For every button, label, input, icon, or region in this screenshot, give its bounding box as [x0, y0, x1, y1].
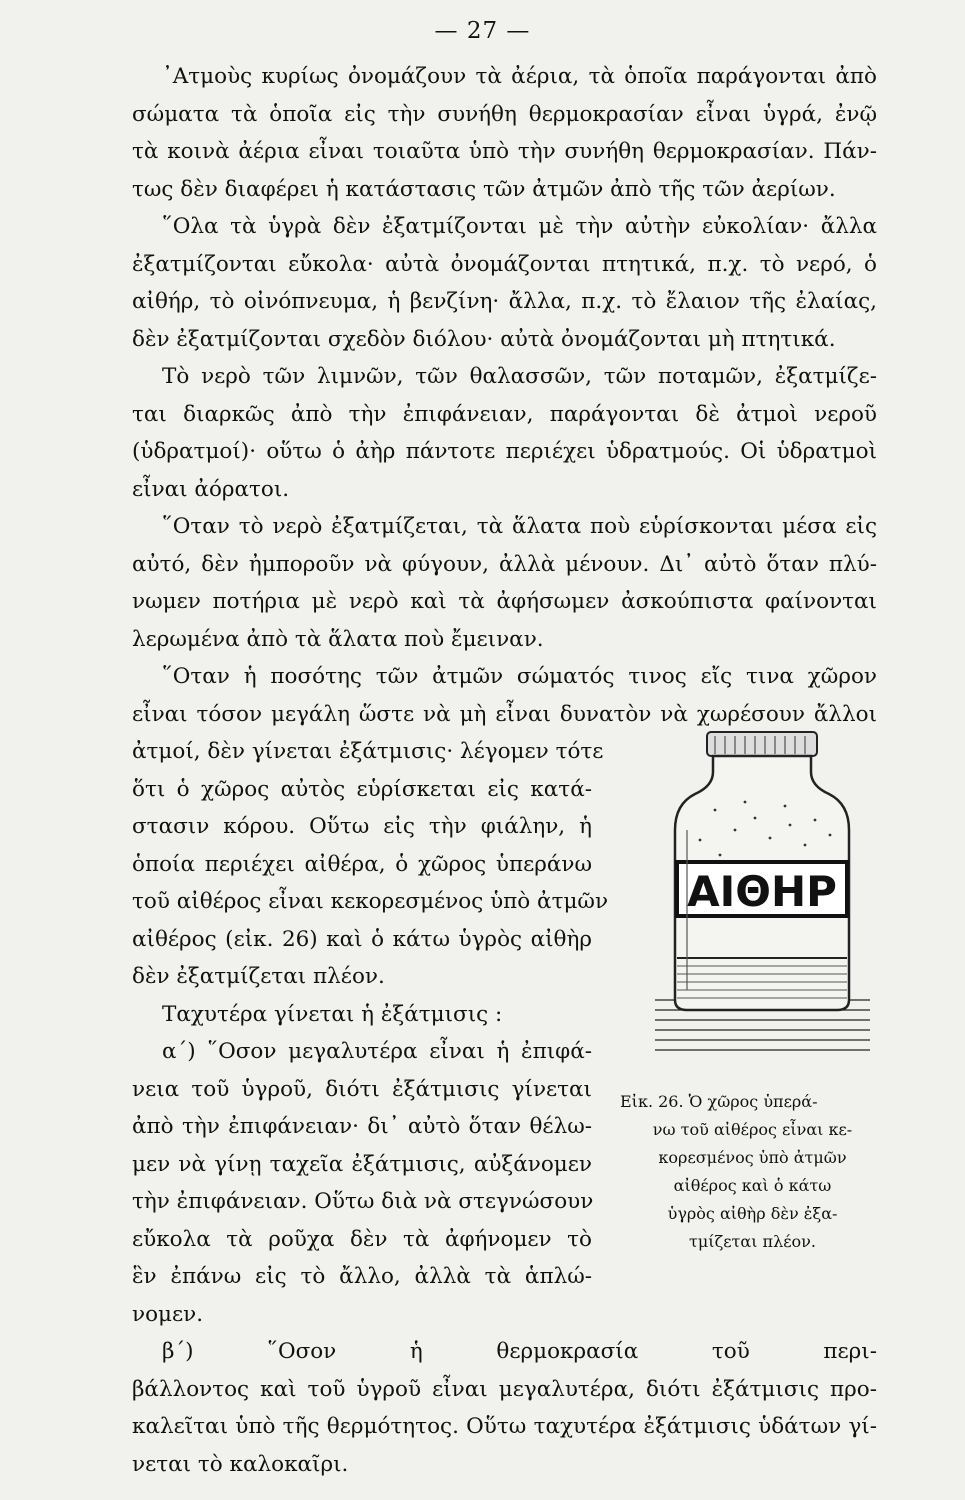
text-line: ἀπὸ τὴν ἐπιφάνειαν· δι᾿ αὐτὸ ὅταν θέλω-: [132, 1114, 592, 1139]
text-line: ἓν ἐπάνω εἰς τὸ ἄλλο, ἀλλὰ τὰ ἁπλώ-: [132, 1264, 592, 1289]
text-line: α΄) ῞Οσον μεγαλυτέρα εἶναι ἡ ἐπιφά-: [162, 1039, 592, 1064]
text-line: στασιν κόρου. Οὕτω εἰς τὴν φιάλην, ἡ: [132, 814, 592, 839]
text-line: νεια τοῦ ὑγροῦ, διότι ἐξάτμισις γίνεται: [132, 1076, 592, 1102]
text-line: (ὑδρατμοί)· οὕτω ὁ ἀὴρ πάντοτε περιέχει ὑδρατμούς. Οἱ ὑδρατμοὶ: [132, 439, 877, 464]
text-line: σώματα τὰ ὁποῖα εἰς τὴν συνήθη θερμοκρασίαν εἶναι ὑγρά, ἐνῷ: [132, 101, 877, 127]
bottle-label-text: ΑΙΘΗΡ: [687, 867, 837, 916]
caption-line: ὑγρὸς αἰθὴρ δὲν ἐξα-: [667, 1204, 838, 1223]
text-line: ῞Οταν τὸ νερὸ ἐξατμίζεται, τὰ ἅλατα ποὺ εὑρίσκονται μέσα εἰς: [162, 514, 877, 539]
text-line: αἰθέρος (εἰκ. 26) καὶ ὁ κάτω ὑγρὸς αἰθὴρ: [132, 926, 592, 952]
text-line: εἶναι τόσον μεγάλη ὥστε νὰ μὴ εἶναι δυνατὸν νὰ χωρέσουν ἄλλοι: [132, 701, 877, 727]
text-line: βάλλοντος καὶ τοῦ ὑγροῦ εἶναι μεγαλυτέρα, διότι ἐξάτμισις προ-: [132, 1376, 877, 1402]
text-line: τὴν ἐπιφάνειαν. Οὕτω διὰ νὰ στεγνώσουν: [132, 1189, 594, 1214]
text-line: ὅτι ὁ χῶρος αὐτὸς εὑρίσκεται εἰς κατά-: [132, 776, 592, 802]
text-line: νεται τὸ καλοκαῖρι.: [132, 1451, 349, 1477]
text-line: ᾿Ατμοὺς κυρίως ὀνομάζουν τὰ ἀέρια, τὰ ὁποῖα παράγονται ἀπὸ: [162, 64, 877, 89]
text-line: τοῦ αἰθέρος εἶναι κεκορεσμένος ὑπὸ ἀτμῶν: [132, 889, 609, 914]
caption-line: τμίζεται πλέον.: [689, 1232, 816, 1251]
caption-line: κορεσμένος ὑπὸ ἀτμῶν: [658, 1148, 847, 1167]
caption-line: Εἰκ. 26. Ὁ χῶρος ὑπερά-: [620, 1092, 818, 1111]
text-line: ὁποία περιέχει αἰθέρα, ὁ χῶρος ὑπεράνω: [132, 851, 592, 877]
caption-line: αἰθέρος καὶ ὁ κάτω: [673, 1176, 832, 1195]
text-line: εὔκολα τὰ ροῦχα δὲν τὰ ἀφήνομεν τὸ: [132, 1226, 592, 1252]
text-line: νομεν.: [132, 1301, 204, 1327]
text-line: Ταχυτέρα γίνεται ἡ ἐξάτμισις :: [162, 1001, 503, 1027]
text-line: ται διαρκῶς ἀπὸ τὴν ἐπιφάνειαν, παράγονται δὲ ἀτμοὶ νεροῦ: [132, 401, 877, 427]
text-line: ἀτμοί, δὲν γίνεται ἐξάτμισις· λέγομεν τότε: [132, 739, 604, 764]
text-line: ῞Οταν ἡ ποσότης τῶν ἀτμῶν σώματός τινος εἴς τινα χῶρον: [162, 664, 877, 689]
text-line: ἐξατμίζονται εὔκολα· αὐτὰ ὀνομάζονται πτητικά, π.χ. τὸ νερό, ὁ: [132, 251, 877, 277]
text-line: νωμεν ποτήρια μὲ νερὸ καὶ τὰ ἀφήσωμεν ἀσκούπιστα φαίνονται: [132, 589, 877, 614]
text-line: αἰθήρ, τὸ οἰνόπνευμα, ἡ βενζίνη· ἄλλα, π.χ. τὸ ἔλαιον τῆς ἐλαίας,: [132, 289, 877, 314]
text-line: τως δὲν διαφέρει ἡ κατάστασις τῶν ἀτμῶν ἀπὸ τῆς τῶν ἀερίων.: [132, 176, 836, 202]
page-number: — 27 —: [434, 18, 531, 44]
text-line: καλεῖται ὑπὸ τῆς θερμότητος. Οὕτω ταχυτέρα ἐξάτμισις ὑδάτων γί-: [132, 1414, 877, 1439]
text-line: δὲν ἐξατμίζονται σχεδὸν διόλου· αὐτὰ ὀνομάζονται μὴ πτητικά.: [132, 326, 836, 352]
text-line: Τὸ νερὸ τῶν λιμνῶν, τῶν θαλασσῶν, τῶν ποταμῶν, ἐξατμίζε-: [162, 364, 877, 389]
text-line: β΄) ῞Οσον ἡ θερμοκρασία τοῦ περι-: [162, 1339, 877, 1364]
figure-caption: [620, 1088, 885, 1256]
text-line: εἶναι ἀόρατοι.: [132, 476, 290, 502]
text-line: αὐτό, δὲν ἠμποροῦν νὰ φύγουν, ἀλλὰ μένουν. Δι᾿ αὐτὸ ὅταν πλύ-: [132, 551, 877, 577]
ether-bottle-illustration: [655, 730, 870, 1055]
text-line: ῞Ολα τὰ ὑγρὰ δὲν ἐξατμίζονται μὲ τὴν αὐτὴν εὐκολίαν· ἄλλα: [162, 214, 877, 239]
text-line: δὲν ἐξατμίζεται πλέον.: [132, 964, 385, 989]
text-line: λερωμένα ἀπὸ τὰ ἅλατα ποὺ ἔμειναν.: [132, 626, 544, 652]
text-line: τὰ κοινὰ ἀέρια εἶναι τοιαῦτα ὑπὸ τὴν συνήθη θερμοκρασίαν. Πάν-: [132, 139, 877, 164]
caption-line: νω τοῦ αἰθέρος εἶναι κε-: [652, 1120, 853, 1139]
text-line: μεν νὰ γίνῃ ταχεῖα ἐξάτμισις, αὐξάνομεν: [132, 1151, 592, 1177]
